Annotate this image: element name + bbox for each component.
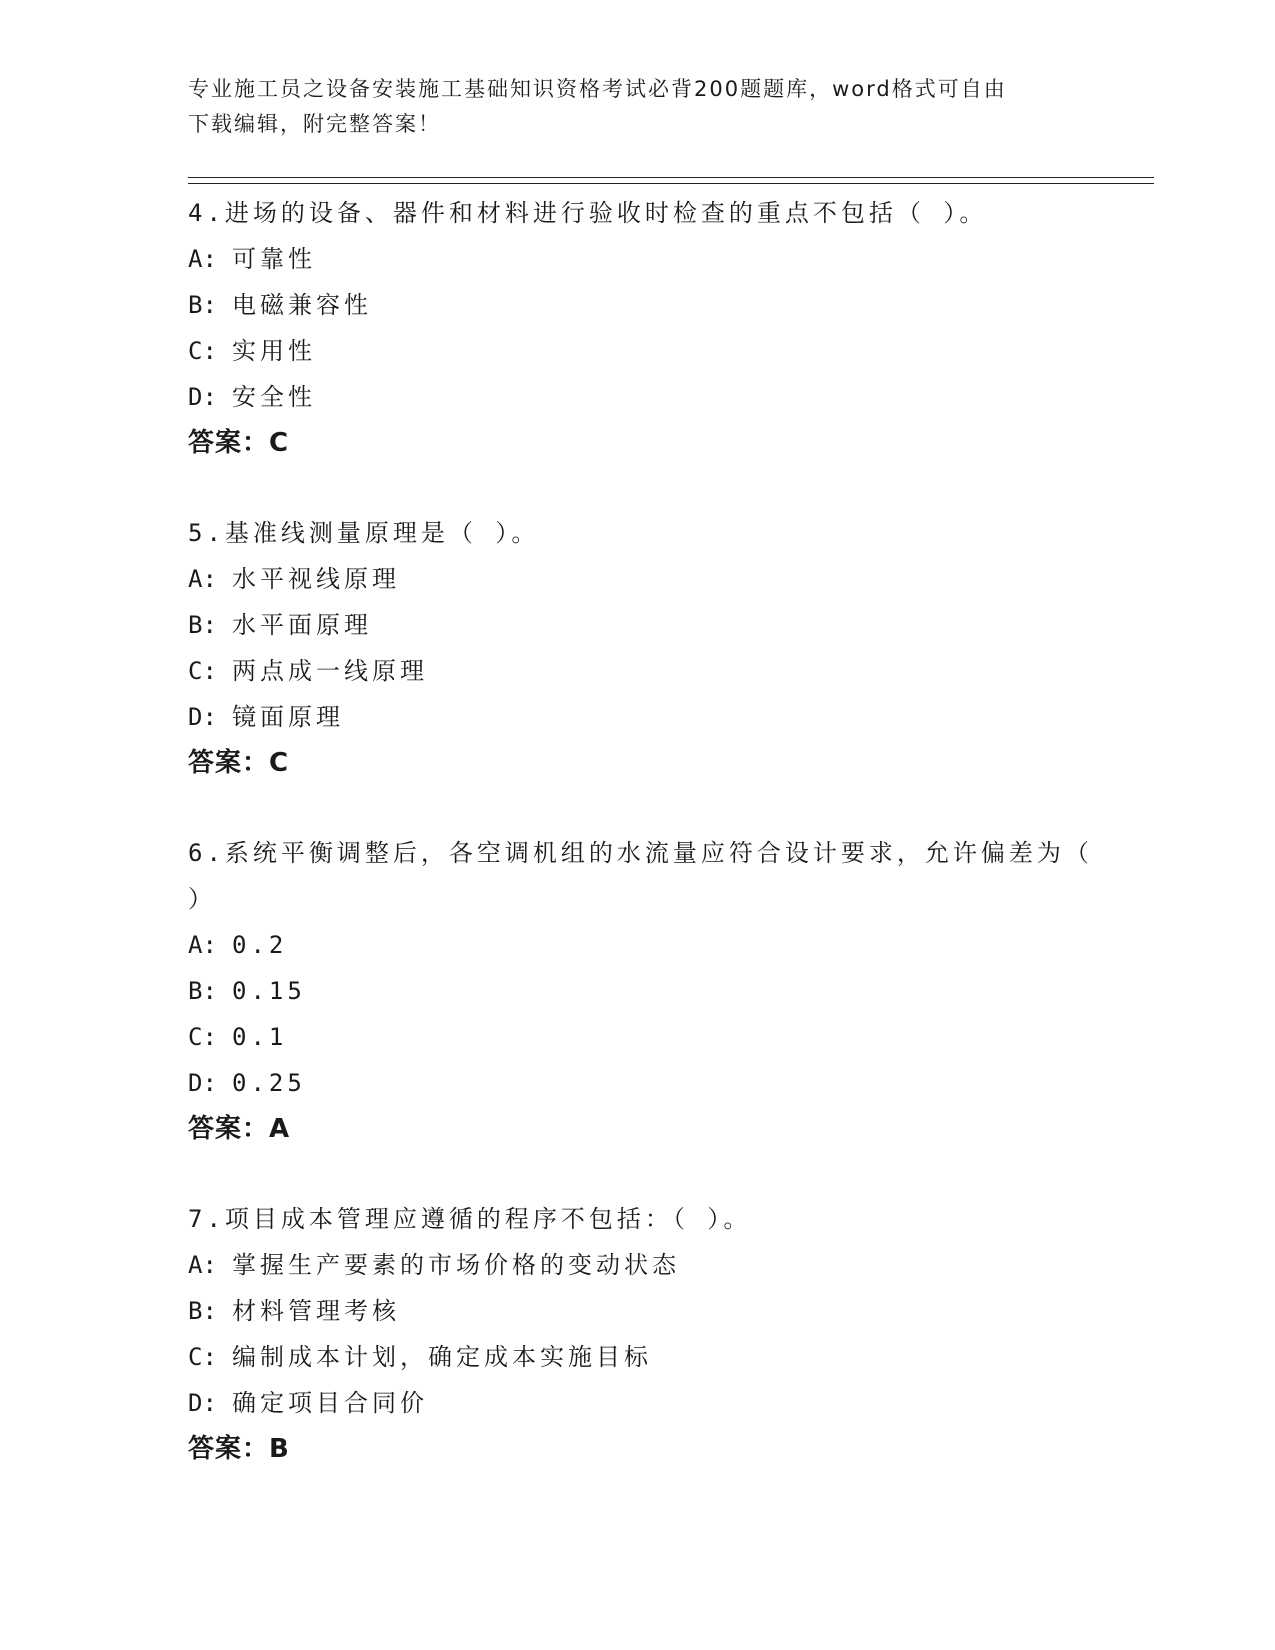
option-letter: C: (188, 1343, 217, 1371)
option-c (188, 328, 1108, 374)
option-letter: A: (188, 931, 217, 959)
option-text: 确定项目合同价 (232, 1389, 428, 1417)
option-letter: B: (188, 977, 217, 1005)
answer: 答案：C (188, 748, 290, 778)
option-c (188, 1014, 1108, 1060)
option-b (188, 602, 1108, 648)
option-a (188, 922, 1108, 968)
answer: 答案：B (188, 1434, 290, 1464)
option-letter: D: (188, 1389, 217, 1417)
option-text: 掌握生产要素的市场价格的变动状态 (232, 1251, 680, 1279)
option-a (188, 556, 1108, 602)
question-6 (188, 830, 1108, 1152)
option-text: 0.2 (232, 931, 288, 959)
option-letter: C: (188, 657, 217, 685)
option-b (188, 282, 1108, 328)
option-letter: D: (188, 703, 217, 731)
option-text: 编制成本计划，确定成本实施目标 (232, 1343, 652, 1371)
document-header (188, 72, 1068, 142)
option-letter: D: (188, 383, 217, 411)
option-text: 0.1 (232, 1023, 288, 1051)
option-d (188, 694, 1108, 740)
answer: 答案：A (188, 1114, 291, 1144)
option-c (188, 648, 1108, 694)
answer: 答案：C (188, 428, 290, 458)
question-stem: 5.基准线测量原理是（ ）。 (188, 519, 540, 547)
header-divider-bottom (188, 183, 1154, 184)
option-a (188, 1242, 1108, 1288)
option-text: 电磁兼容性 (232, 291, 372, 319)
option-letter: C: (188, 337, 217, 365)
header-line-2: 下载编辑，附完整答案！ (188, 112, 441, 136)
option-text: 材料管理考核 (232, 1297, 400, 1325)
option-letter: B: (188, 291, 217, 319)
question-list (188, 190, 1108, 1516)
option-d (188, 1380, 1108, 1426)
option-text: 两点成一线原理 (232, 657, 428, 685)
option-letter: B: (188, 1297, 217, 1325)
question-4 (188, 190, 1108, 466)
option-letter: B: (188, 611, 217, 639)
option-d (188, 1060, 1108, 1106)
option-letter: A: (188, 565, 217, 593)
option-text: 水平面原理 (232, 611, 372, 639)
question-stem: 7.项目成本管理应遵循的程序不包括：（ ）。 (188, 1205, 752, 1233)
option-letter: C: (188, 1023, 217, 1051)
option-letter: A: (188, 1251, 217, 1279)
option-letter: D: (188, 1069, 217, 1097)
option-d (188, 374, 1108, 420)
option-a (188, 236, 1108, 282)
option-b (188, 968, 1108, 1014)
option-text: 镜面原理 (232, 703, 344, 731)
option-c (188, 1334, 1108, 1380)
option-text: 实用性 (232, 337, 316, 365)
question-5 (188, 510, 1108, 786)
option-text: 水平视线原理 (232, 565, 400, 593)
header-divider-top (188, 177, 1154, 178)
option-b (188, 1288, 1108, 1334)
header-line-1: 专业施工员之设备安装施工基础知识资格考试必背200题题库，word格式可自由 (188, 77, 1007, 101)
question-stem: 6.系统平衡调整后，各空调机组的水流量应符合设计要求，允许偏差为（ ） (188, 839, 1093, 913)
question-7 (188, 1196, 1108, 1472)
option-text: 可靠性 (232, 245, 316, 273)
option-text: 安全性 (232, 383, 316, 411)
option-letter: A: (188, 245, 217, 273)
option-text: 0.25 (232, 1069, 306, 1097)
question-stem: 4.进场的设备、器件和材料进行验收时检查的重点不包括（ ）。 (188, 199, 988, 227)
option-text: 0.15 (232, 977, 306, 1005)
